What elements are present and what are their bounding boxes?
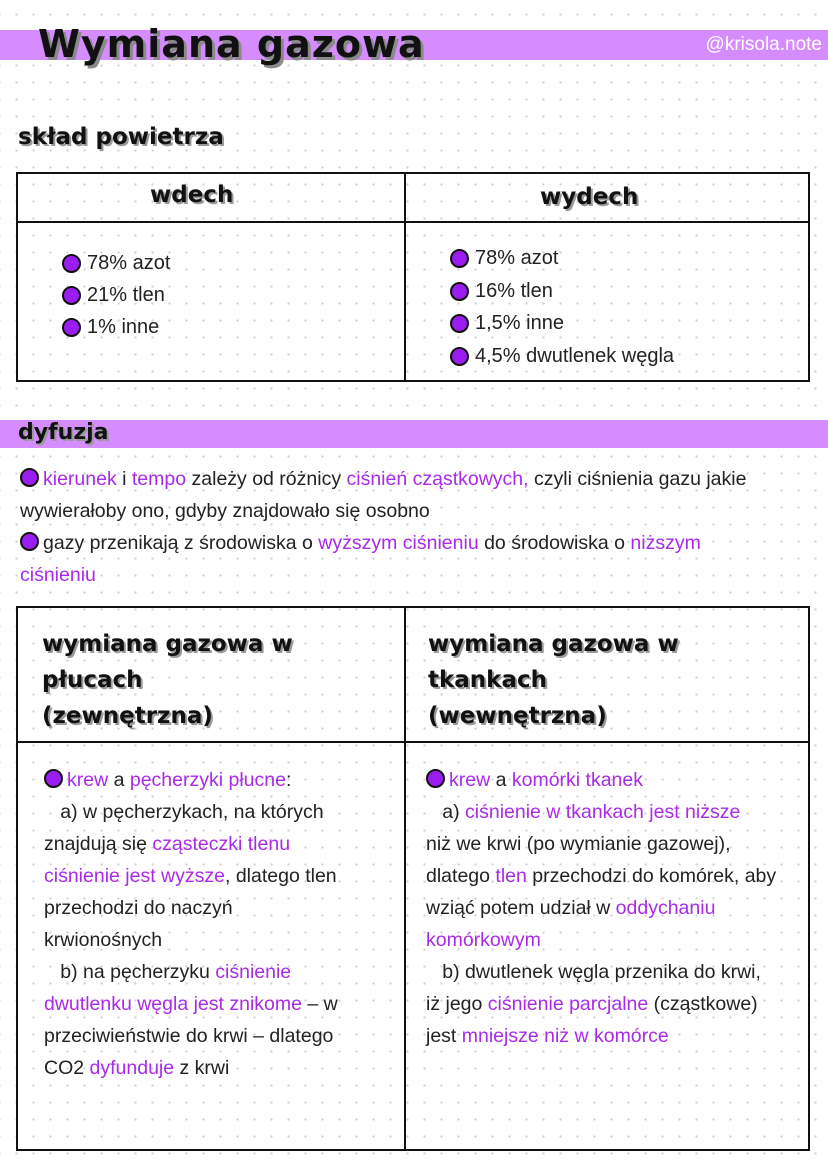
highlighted-term: ciśnień cząstkowych, [346, 468, 529, 490]
list-item-text: 78% azot [87, 252, 171, 274]
text-segment: dlatego [426, 865, 496, 887]
bullet-icon [62, 286, 81, 305]
column-header-wdech: wdech [150, 182, 234, 208]
text-segment: przechodzi do naczyń [44, 897, 233, 919]
text-line [20, 495, 820, 527]
highlighted-term: krew [67, 769, 109, 791]
text-line [44, 924, 404, 956]
highlighted-term: komórkowym [426, 929, 541, 951]
column-header-line: tkankach [428, 667, 548, 693]
text-line [44, 1020, 404, 1052]
text-segment: znajdują się [44, 833, 153, 855]
highlighted-term: dwutlenku węgla jest znikome [44, 993, 302, 1015]
text-line [426, 892, 806, 924]
text-segment: a) [426, 801, 466, 823]
text-line [44, 892, 404, 924]
column-header-line: (zewnętrzna) [42, 703, 213, 729]
text-line [20, 559, 820, 591]
list-item [450, 280, 553, 303]
bullet-icon [450, 249, 469, 268]
text-line [44, 1052, 404, 1084]
bullet-icon [450, 347, 469, 366]
list-item-text: 78% azot [475, 247, 559, 269]
bullet-icon [20, 468, 39, 487]
text-segment: jest [426, 1025, 462, 1047]
section-heading-dyfuzja: dyfuzja [18, 420, 109, 445]
text-segment: przechodzi do komórek, aby [526, 865, 777, 887]
header-divider [18, 221, 808, 223]
header-divider [18, 741, 808, 743]
highlighted-term: niższym [630, 532, 701, 554]
text-line [44, 860, 404, 892]
column-divider [404, 608, 406, 1149]
highlighted-term: oddychaniu [615, 897, 716, 919]
list-item [62, 252, 170, 275]
text-segment: krwionośnych [44, 929, 163, 951]
highlighted-term: ciśnienie [215, 961, 292, 983]
highlighted-term: ciśnienie w tkankach jest niższe [465, 801, 741, 823]
highlighted-term: ciśnienie parcjalne [487, 993, 649, 1015]
text-line [44, 764, 404, 796]
text-segment: CO2 [44, 1057, 90, 1079]
text-line [426, 764, 806, 796]
air-composition-table [16, 172, 810, 382]
bullet-icon [62, 318, 81, 337]
highlighted-term: tlen [495, 865, 527, 887]
column-header-line: płucach [42, 667, 143, 693]
text-segment: przeciwieństwie do krwi – dlatego [44, 1025, 334, 1047]
bullet-icon [62, 254, 81, 273]
dyfuzja-band [0, 420, 828, 448]
text-segment: a [108, 769, 130, 791]
text-segment: i [116, 468, 132, 490]
highlighted-term: ciśnienie jest wyższe [44, 865, 225, 887]
text-segment: niż we krwi (po wymianie gazowej), [426, 833, 731, 855]
text-segment: a [490, 769, 512, 791]
text-segment: wywierałoby ono, gdyby znajdowało się osobno [20, 500, 430, 522]
text-segment: : [285, 769, 292, 791]
lungs-exchange-text [44, 764, 404, 1084]
list-item-text: 21% tlen [87, 284, 165, 306]
text-line [426, 956, 806, 988]
highlighted-term: ciśnieniu [20, 564, 96, 586]
section-heading-sklad: skład powietrza [18, 124, 224, 150]
list-item [450, 345, 674, 368]
column-header-line: wymiana gazowa w [42, 631, 293, 657]
text-segment: (cząstkowe) [648, 993, 758, 1015]
highlighted-term: krew [449, 769, 491, 791]
highlighted-term: komórki tkanek [511, 769, 643, 791]
list-item-text: 4,5% dwutlenek węgla [475, 344, 675, 367]
text-segment: b) dwutlenek węgla przenika do krwi, [426, 961, 761, 983]
text-line [426, 988, 806, 1020]
column-header-line: wymiana gazowa w [428, 631, 679, 657]
column-divider [404, 174, 406, 380]
text-line [20, 527, 820, 559]
text-line [426, 828, 806, 860]
text-line [426, 796, 806, 828]
bullet-icon [20, 532, 39, 551]
text-segment: wziąć potem udział w [426, 897, 616, 919]
column-header-line: (wewnętrzna) [428, 703, 607, 729]
text-line [44, 956, 404, 988]
text-segment: z krwi [174, 1057, 230, 1079]
list-item-text: 16% tlen [475, 279, 553, 302]
text-line [426, 1020, 806, 1052]
list-item [62, 284, 165, 307]
gas-exchange-table [16, 606, 810, 1151]
text-segment: iż jego [426, 993, 488, 1015]
text-segment: gazy przenikają z środowiska o [43, 532, 319, 554]
text-line [44, 828, 404, 860]
column-header-pluca [42, 626, 293, 734]
text-segment: b) na pęcherzyku [44, 961, 216, 983]
list-item-text: 1,5% inne [475, 312, 564, 334]
tissue-exchange-text [426, 764, 806, 1052]
highlighted-term: mniejsze niż w komórce [461, 1025, 669, 1047]
list-item [450, 312, 564, 335]
author-handle: @krisola.note [705, 34, 822, 55]
bullet-icon [450, 314, 469, 333]
list-item [62, 316, 159, 339]
highlighted-term: tempo [131, 468, 187, 490]
dyfuzja-text [20, 463, 820, 591]
highlighted-term: kierunek [43, 468, 117, 490]
bullet-icon [450, 282, 469, 301]
highlighted-term: wyższym ciśnieniu [318, 532, 479, 554]
text-segment: czyli ciśnienia gazu jakie [528, 468, 747, 490]
bullet-icon [426, 769, 445, 788]
highlighted-term: pęcherzyki płucne [129, 769, 286, 791]
text-line [44, 796, 404, 828]
list-item-text: 1% inne [87, 316, 160, 338]
text-line [426, 860, 806, 892]
bullet-icon [44, 769, 63, 788]
list-item [450, 247, 558, 270]
text-segment: , dlatego tlen [224, 865, 337, 887]
column-header-wydech: wydech [540, 184, 639, 210]
column-header-tkanki [428, 626, 679, 734]
text-line [20, 463, 820, 495]
page-title: Wymiana gazowa [38, 22, 425, 66]
highlighted-term: cząsteczki tlenu [152, 833, 291, 855]
text-segment: a) w pęcherzykach, na których [44, 801, 324, 823]
text-segment: – w [301, 993, 338, 1015]
text-line [44, 988, 404, 1020]
highlighted-term: dyfunduje [89, 1057, 175, 1079]
text-segment: zależy od różnicy [186, 468, 347, 490]
text-segment: do środowiska o [478, 532, 631, 554]
text-line [426, 924, 806, 956]
